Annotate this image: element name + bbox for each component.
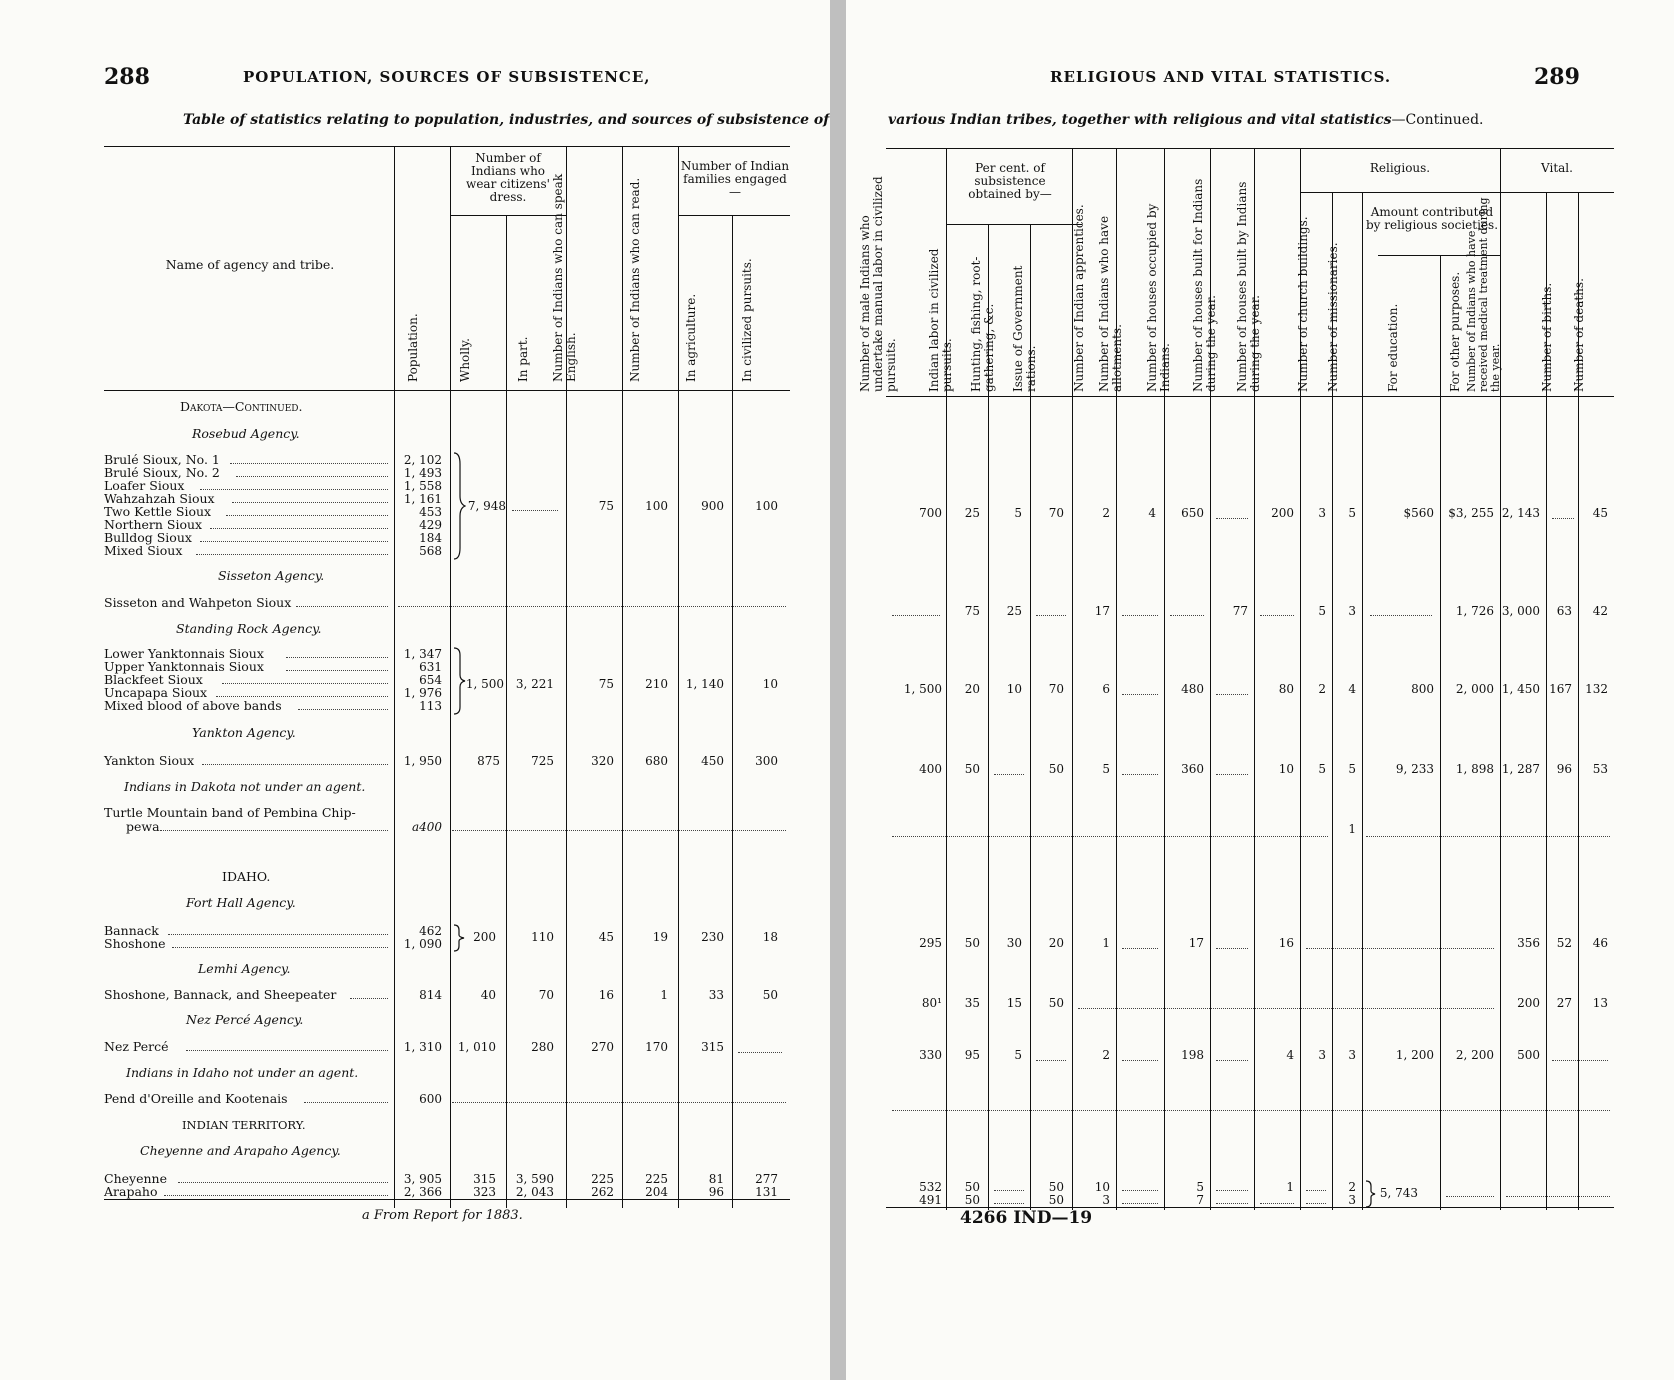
cell-labor: 50 xyxy=(964,936,980,950)
cell-houses-by: 80 xyxy=(1278,682,1294,696)
cell-appr: 1 xyxy=(1102,936,1110,950)
cell-deaths: 13 xyxy=(1592,996,1608,1010)
running-head: RELIGIOUS AND VITAL STATISTICS. xyxy=(1050,68,1392,86)
cell-education: 5, 743 xyxy=(1379,1186,1418,1200)
row-agri: 315 xyxy=(701,1040,724,1054)
total-agri: 230 xyxy=(701,930,724,944)
cell-medical: 1, 450 xyxy=(1501,682,1540,696)
total-speak: 45 xyxy=(598,930,614,944)
total-civ: 10 xyxy=(762,677,778,691)
total-part: 3, 221 xyxy=(515,677,554,691)
row-speak: 225 xyxy=(591,1172,614,1186)
row-name: Wahzahzah Sioux xyxy=(104,491,215,506)
cell-houses: 17 xyxy=(1188,936,1204,950)
cell-deaths: 132 xyxy=(1585,682,1608,696)
row-speak: 262 xyxy=(591,1185,614,1199)
row-wholly: 40 xyxy=(480,988,496,1002)
row-name: Turtle Mountain band of Pembina Chip- xyxy=(104,805,356,820)
cell-issue: 50 xyxy=(1048,996,1064,1010)
cell-labor: 50 xyxy=(964,762,980,776)
cell-appr: 2 xyxy=(1102,1048,1110,1062)
header-wholly: Wholly. xyxy=(458,338,472,382)
cell-other: 1, 726 xyxy=(1455,604,1494,618)
cell-education: 9, 233 xyxy=(1395,762,1434,776)
running-head: POPULATION, SOURCES OF SUBSISTENCE, xyxy=(243,68,651,86)
row-population: 184 xyxy=(419,531,442,545)
row-population: 113 xyxy=(419,699,442,713)
total-speak: 75 xyxy=(598,499,614,513)
cell-houses-by: 1 xyxy=(1286,1180,1294,1194)
cell-hunt: 30 xyxy=(1006,936,1022,950)
row-name: Brulé Sioux, No. 2 xyxy=(104,465,220,480)
cell-labor: 20 xyxy=(964,682,980,696)
row-name: Arapaho xyxy=(104,1184,158,1199)
page-number: 289 xyxy=(1534,64,1580,90)
cell-births: 96 xyxy=(1556,762,1572,776)
row-name: Upper Yanktonnais Sioux xyxy=(104,659,264,674)
header-citizens-dress: Number of Indians who wear citizens' dress. xyxy=(466,151,550,204)
cell-male: 491 xyxy=(919,1193,942,1207)
total-agri: 900 xyxy=(701,499,724,513)
cell-hunt: 5 xyxy=(1014,1048,1022,1062)
cell-allot: 4 xyxy=(1148,506,1156,520)
header-families-engaged: Number of Indian families engaged— xyxy=(680,159,790,199)
cell-male: 1, 500 xyxy=(903,682,942,696)
cell-houses: 7 xyxy=(1196,1193,1204,1207)
row-population: 1, 161 xyxy=(403,492,442,506)
row-population: 429 xyxy=(419,518,442,532)
cell-church: 5 xyxy=(1318,762,1326,776)
cell-miss: 1 xyxy=(1348,822,1356,836)
row-name-cont: pewa xyxy=(126,819,160,834)
header-per-cent: Per cent. of subsistence obtained by— xyxy=(968,161,1052,201)
cell-houses-by: 16 xyxy=(1278,936,1294,950)
section-indian-territory: INDIAN TERRITORY. xyxy=(182,1118,306,1132)
cell-appr: 17 xyxy=(1094,604,1110,618)
row-name: Two Kettle Sioux xyxy=(104,504,212,519)
row-population: 2, 366 xyxy=(403,1185,442,1199)
row-name: Nez Percé xyxy=(104,1039,169,1054)
subheader-rule xyxy=(1500,192,1614,193)
section-cheyenne-arapaho: Cheyenne and Arapaho Agency. xyxy=(140,1143,341,1158)
row-name: Bannack xyxy=(104,923,159,938)
row-wholly: 323 xyxy=(473,1185,496,1199)
table-subtitle: Table of statistics relating to population, industries, and sources of subsistence of xyxy=(183,112,830,128)
row-population: 600 xyxy=(419,1092,442,1106)
section-lemhi: Lemhi Agency. xyxy=(198,961,291,976)
total-part: 110 xyxy=(531,930,554,944)
row-population: 3, 905 xyxy=(403,1172,442,1186)
row-name: Cheyenne xyxy=(104,1171,167,1186)
cell-education: 1, 200 xyxy=(1395,1048,1434,1062)
cell-church: 5 xyxy=(1318,604,1326,618)
cell-issue: 50 xyxy=(1048,1193,1064,1207)
cell-houses: 198 xyxy=(1181,1048,1204,1062)
cell-issue: 50 xyxy=(1048,1180,1064,1194)
cell-houses-by: 200 xyxy=(1271,506,1294,520)
header-agriculture: In agriculture. xyxy=(684,293,698,382)
row-population: 1, 976 xyxy=(403,686,442,700)
cell-church: 3 xyxy=(1318,506,1326,520)
total-read: 210 xyxy=(645,677,668,691)
row-wholly: 315 xyxy=(473,1172,496,1186)
row-population: 654 xyxy=(419,673,442,687)
row-read: 1 xyxy=(660,988,668,1002)
header-medical: Number of Indians who have received medical treatment during the year. xyxy=(1465,197,1502,392)
section-standing-rock: Standing Rock Agency. xyxy=(176,621,322,636)
row-read: 225 xyxy=(645,1172,668,1186)
row-name: Bulldog Sioux xyxy=(104,530,192,545)
row-population: 462 xyxy=(419,924,442,938)
right-page xyxy=(846,0,1674,1380)
row-speak: 16 xyxy=(598,988,614,1002)
cell-houses-by: 10 xyxy=(1278,762,1294,776)
col-divider xyxy=(450,146,451,1208)
header-can-read: Number of Indians who can read. xyxy=(628,177,642,382)
row-name: Shoshone xyxy=(104,936,166,951)
cell-church: 2 xyxy=(1318,682,1326,696)
left-page xyxy=(0,0,830,1380)
total-wholly: 7, 948 xyxy=(467,499,506,513)
row-read: 170 xyxy=(645,1040,668,1054)
cell-appr: 2 xyxy=(1102,506,1110,520)
header-labor: Indian labor in civilized pursuits. xyxy=(927,248,954,392)
section-idaho: IDAHO. xyxy=(222,869,271,884)
cell-other: $3, 255 xyxy=(1448,506,1494,520)
row-speak: 320 xyxy=(591,754,614,768)
row-population: 2, 102 xyxy=(403,453,442,467)
header-name: Name of agency and tribe. xyxy=(165,257,335,272)
total-civ: 100 xyxy=(755,499,778,513)
cell-deaths: 45 xyxy=(1592,506,1608,520)
header-missionaries: Number of missionaries. xyxy=(1326,242,1340,392)
subheader-rule xyxy=(678,215,790,216)
header-births: Number of births. xyxy=(1540,282,1554,392)
cell-miss: 5 xyxy=(1348,506,1356,520)
row-wholly: 875 xyxy=(477,754,500,768)
cell-deaths: 42 xyxy=(1592,604,1608,618)
row-population: 1, 090 xyxy=(403,937,442,951)
cell-births: 63 xyxy=(1556,604,1572,618)
row-population: 631 xyxy=(419,660,442,674)
row-part: 280 xyxy=(531,1040,554,1054)
total-read: 100 xyxy=(645,499,668,513)
cell-medical: 3, 000 xyxy=(1501,604,1540,618)
section-dakota-no-agent: Indians in Dakota not under an agent. xyxy=(124,779,366,794)
cell-appr: 5 xyxy=(1102,762,1110,776)
header-speak-english: Number of Indians who can speak English. xyxy=(551,173,578,382)
cell-medical: 2, 143 xyxy=(1501,506,1540,520)
cell-education: $560 xyxy=(1403,506,1434,520)
cell-other: 2, 200 xyxy=(1455,1048,1494,1062)
header-amount: Amount contributed by religious societies. xyxy=(1366,205,1499,232)
cell-medical: 1, 287 xyxy=(1501,762,1540,776)
header-issue: Issue of Government rations. xyxy=(1011,265,1038,392)
col-divider xyxy=(394,146,395,1208)
cell-male: 532 xyxy=(919,1180,942,1194)
cell-births: 52 xyxy=(1556,936,1572,950)
page-number: 288 xyxy=(104,64,150,90)
cell-male: 400 xyxy=(919,762,942,776)
cell-miss: 5 xyxy=(1348,762,1356,776)
cell-labor: 75 xyxy=(964,604,980,618)
total-wholly: 200 xyxy=(473,930,496,944)
row-agri: 81 xyxy=(708,1172,724,1186)
header-bottom-rule xyxy=(886,396,1614,397)
header-churches: Number of church buildings. xyxy=(1296,216,1310,392)
cell-deaths: 53 xyxy=(1592,762,1608,776)
subheader-rule xyxy=(946,224,1082,225)
cell-issue: 20 xyxy=(1048,936,1064,950)
cell-labor: 50 xyxy=(964,1193,980,1207)
header-hunting: Hunting, fishing, root-gathering, &c. xyxy=(969,256,996,392)
row-agri: 450 xyxy=(701,754,724,768)
cell-appr: 10 xyxy=(1094,1180,1110,1194)
row-name: Yankton Sioux xyxy=(104,753,195,768)
footnote: a From Report for 1883. xyxy=(362,1208,523,1223)
header-apprentices: Number of Indian apprentices. xyxy=(1072,204,1086,392)
header-vital: Vital. xyxy=(1541,161,1573,175)
header-population: Population. xyxy=(406,313,420,382)
row-civ: 300 xyxy=(755,754,778,768)
row-population: 1, 950 xyxy=(403,754,442,768)
cell-medical: 356 xyxy=(1517,936,1540,950)
section-idaho-no-agent: Indians in Idaho not under an agent. xyxy=(126,1065,359,1080)
cell-labor: 35 xyxy=(964,996,980,1010)
cell-male: 80¹ xyxy=(921,996,942,1010)
cell-deaths: 46 xyxy=(1592,936,1608,950)
section-nez-perce-agency: Nez Percé Agency. xyxy=(186,1012,304,1027)
row-name: Sisseton and Wahpeton Sioux xyxy=(104,595,292,610)
cell-births: 167 xyxy=(1549,682,1572,696)
row-agri: 96 xyxy=(708,1185,724,1199)
row-population: a400 xyxy=(411,820,442,834)
row-part: 3, 590 xyxy=(515,1172,554,1186)
cell-houses: 480 xyxy=(1181,682,1204,696)
cell-appr: 3 xyxy=(1102,1193,1110,1207)
section-dakota: Dakota—Continued. xyxy=(180,399,303,414)
row-civ: 277 xyxy=(755,1172,778,1186)
row-population: 568 xyxy=(419,544,442,558)
cell-miss: 4 xyxy=(1348,682,1356,696)
cell-education: 800 xyxy=(1411,682,1434,696)
row-population: 1, 310 xyxy=(403,1040,442,1054)
cell-church: 3 xyxy=(1318,1048,1326,1062)
cell-miss: 3 xyxy=(1348,1193,1356,1207)
table-subtitle: various Indian tribes, together with religious and vital statistics—Continued. xyxy=(888,112,1484,128)
section-yankton: Yankton Agency. xyxy=(192,725,296,740)
cell-births: 27 xyxy=(1556,996,1572,1010)
subheader-rule xyxy=(450,215,566,216)
row-civ: 50 xyxy=(762,988,778,1002)
row-name: Loafer Sioux xyxy=(104,478,185,493)
cell-houses-for: 77 xyxy=(1232,604,1248,618)
col-divider xyxy=(732,215,733,1208)
cell-hunt: 10 xyxy=(1006,682,1022,696)
cell-labor: 25 xyxy=(964,506,980,520)
total-wholly: 1, 500 xyxy=(465,677,504,691)
total-speak: 75 xyxy=(598,677,614,691)
signature-mark: 4266 IND—19 xyxy=(960,1208,1093,1228)
header-houses-for: Number of houses built for Indians during the year. xyxy=(1191,178,1218,392)
cell-miss: 2 xyxy=(1348,1180,1356,1194)
row-name: Uncapapa Sioux xyxy=(104,685,208,700)
row-name: Northern Sioux xyxy=(104,517,203,532)
table-top-rule xyxy=(886,148,1614,149)
cell-medical: 200 xyxy=(1517,996,1540,1010)
cell-houses: 5 xyxy=(1196,1180,1204,1194)
cell-houses: 360 xyxy=(1181,762,1204,776)
cell-labor: 50 xyxy=(964,1180,980,1194)
row-population: 1, 558 xyxy=(403,479,442,493)
cell-male: 295 xyxy=(919,936,942,950)
cell-issue: 70 xyxy=(1048,682,1064,696)
cell-houses: 650 xyxy=(1181,506,1204,520)
row-name: Shoshone, Bannack, and Sheepeater xyxy=(104,987,337,1002)
header-houses-by: Number of houses built by Indians during the year. xyxy=(1235,181,1262,392)
header-civilized: In civilized pursuits. xyxy=(740,258,754,382)
row-population: 453 xyxy=(419,505,442,519)
table-top-rule xyxy=(104,146,790,147)
row-population: 814 xyxy=(419,988,442,1002)
header-education: For education. xyxy=(1386,303,1400,392)
cell-other: 1, 898 xyxy=(1455,762,1494,776)
section-rosebud: Rosebud Agency. xyxy=(192,426,300,441)
header-male-labor: Number of male Indians who undertake manual labor in civilized pursuits. xyxy=(858,176,898,392)
cell-appr: 6 xyxy=(1102,682,1110,696)
row-read: 204 xyxy=(645,1185,668,1199)
cell-issue: 70 xyxy=(1048,506,1064,520)
header-other-purposes: For other purposes. xyxy=(1448,271,1462,392)
cell-issue: 50 xyxy=(1048,762,1064,776)
row-name: Mixed blood of above bands xyxy=(104,698,282,713)
cell-medical: 500 xyxy=(1517,1048,1540,1062)
table-bottom-rule xyxy=(104,1199,790,1200)
row-population: 1, 347 xyxy=(403,647,442,661)
cell-hunt: 5 xyxy=(1014,506,1022,520)
header-in-part: In part. xyxy=(516,336,530,382)
row-part: 725 xyxy=(531,754,554,768)
col-divider xyxy=(506,215,507,1208)
total-read: 19 xyxy=(652,930,668,944)
cell-miss: 3 xyxy=(1348,1048,1356,1062)
row-civ: 131 xyxy=(755,1185,778,1199)
cell-male: 330 xyxy=(919,1048,942,1062)
header-deaths: Number of deaths. xyxy=(1572,278,1586,392)
cell-other: 2, 000 xyxy=(1455,682,1494,696)
section-fort-hall: Fort Hall Agency. xyxy=(186,895,296,910)
row-population: 1, 493 xyxy=(403,466,442,480)
header-religious: Religious. xyxy=(1369,161,1431,175)
total-civ: 18 xyxy=(762,930,778,944)
header-houses: Number of houses occupied by Indians. xyxy=(1145,203,1172,392)
header-bottom-rule xyxy=(104,390,790,391)
row-agri: 33 xyxy=(708,988,724,1002)
cell-male: 700 xyxy=(919,506,942,520)
row-name: Pend d'Oreille and Kootenais xyxy=(104,1091,288,1106)
row-name: Lower Yanktonnais Sioux xyxy=(104,646,264,661)
row-speak: 270 xyxy=(591,1040,614,1054)
cell-hunt: 15 xyxy=(1006,996,1022,1010)
section-sisseton: Sisseton Agency. xyxy=(218,568,325,583)
row-part: 70 xyxy=(538,988,554,1002)
header-allotments: Number of Indians who have allotments. xyxy=(1097,215,1124,392)
total-agri: 1, 140 xyxy=(685,677,724,691)
row-read: 680 xyxy=(645,754,668,768)
row-name: Mixed Sioux xyxy=(104,543,183,558)
cell-miss: 3 xyxy=(1348,604,1356,618)
cell-hunt: 25 xyxy=(1006,604,1022,618)
row-wholly: 1, 010 xyxy=(457,1040,496,1054)
cell-houses-by: 4 xyxy=(1286,1048,1294,1062)
row-part: 2, 043 xyxy=(515,1185,554,1199)
row-name: Brulé Sioux, No. 1 xyxy=(104,452,220,467)
row-name: Blackfeet Sioux xyxy=(104,672,203,687)
cell-labor: 95 xyxy=(964,1048,980,1062)
